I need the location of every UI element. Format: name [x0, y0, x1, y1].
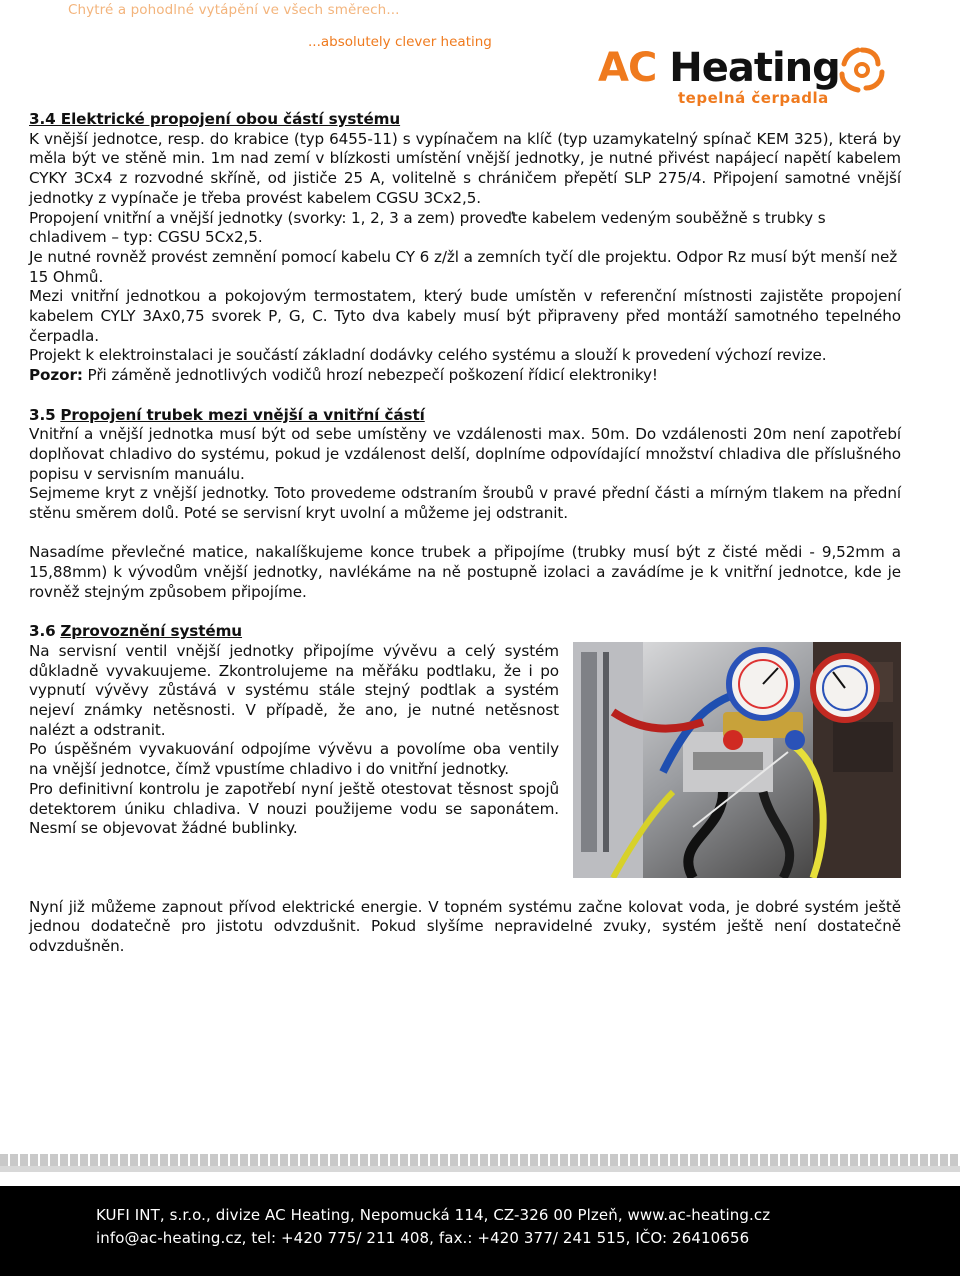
- section-3-4-paragraph-2: Propojení vnitřní a vnější jednotky (svorky: 1, 2, 3 a zem) proveďte kabelem vedeným souběžně s trubky s chladivem – typ: CGSU 5Cx2,5.: [29, 208, 826, 247]
- tagline-en: ...absolutely clever heating: [308, 34, 492, 50]
- section-3-4-warning: [29, 366, 901, 386]
- section-3-4-heading: 3.4 Elektrické propojení obou částí systému: [29, 110, 401, 128]
- section-3-6-text-column: [29, 642, 559, 839]
- footer-bar: [0, 1186, 960, 1276]
- warning-label: Pozor:: [29, 366, 83, 385]
- ac-heating-logo: [598, 44, 898, 114]
- section-3-4-paragraph-4: Mezi vnitřní jednotkou a pokojovým termostatem, který bude umístěn v referenční místnosti zajistěte propojení kabelem CYLY 3Ax0,75 svorek P, G, C. Tyto dva kabely musí být připraveny před montáží samotného tepelného čerpadla.: [29, 287, 901, 345]
- logo-swirl-icon: [838, 46, 886, 94]
- section-3-6-paragraph-1: Na servisní ventil vnější jednotky připojíme vývěvu a celý systém důkladně vyvakuujeme. Zkontrolujeme na měřáku podtlaku, že i po vypnutí vývěvy zůstává v systému stále stejný podtlak a systém nejeví známky netěsnosti. V případě, že ano, je nutné netěsnost nalézt a odstranit.: [29, 641, 559, 739]
- section-3-5-paragraph-3: Nasadíme převlečné matice, nakalíškujeme konce trubek a připojíme (trubky musí být z čisté mědi - 9,52mm a 15,88mm) k vývodům vnější jednotky, navlékáme na ně postupně izolaci a zavádíme je k vnitřní jednotce, kde je rovněž stejným způsobem připojíme.: [29, 543, 901, 601]
- section-3-5-title: Propojení trubek mezi vnější a vnitřní částí: [60, 405, 425, 424]
- section-3-6-paragraph-2: Po úspěšném vyvakuování odpojíme vývěvu a povolíme oba ventily na vnější jednotce, čímž vpustíme chladivo i do vnitřní jednotky.: [29, 740, 559, 779]
- logo-heating: Heating: [669, 45, 840, 91]
- manifold-gauge-photo: [573, 642, 901, 878]
- document-body: [29, 110, 901, 957]
- warning-text: Při záměně jednotlivých vodičů hrozí nebezpečí poškození řídicí elektroniky!: [82, 366, 658, 385]
- section-3-4-paragraph-3: Je nutné rovněž provést zemnění pomocí kabelu CY 6 z/žl a zemních tyčí dle projektu. Odpor Rz musí být menší než 15 Ohmů.: [29, 247, 898, 286]
- footer-contacts: info@ac-heating.cz, tel: +420 775/ 211 408, fax.: +420 377/ 241 515, IČO: 26410656: [96, 1229, 750, 1247]
- section-3-4-paragraph-1: K vnější jednotce, resp. do krabice (typ 6455-11) s vypínačem na klíč (typ uzamykatelný spínač KEM 325), která by měla být ve stěně min. 1m nad zemí v blízkosti umístění vnější jednotky, je nutné přivést napájecí napětí kabelem CYKY 3Cx4 z rozvodné skříně, od jističe 25 A, volitelně s chráničem přepětí SLP 275/4. Připojení samotné vnější jednotky z vypínače je třeba provést kabelem CGSU 3Cx2,5.: [29, 129, 901, 207]
- manifold-gauge-illustration: [573, 642, 901, 878]
- section-3-4-paragraph-5: Projekt k elektroinstalaci je součástí základní dodávky celého systému a slouží k provedení výchozí revize.: [29, 346, 827, 365]
- section-3-6-heading: [29, 622, 901, 642]
- section-3-5-paragraph-1: Vnitřní a vnější jednotka musí být od sebe umístěny ve vzdálenosti max. 50m. Do vzdálenosti 20m není zapotřebí doplňovat chladivo do systému, pokud je vzdálenost delší, doplníme odpovídající množství chladiva dle příslušného popisu v servisním manuálu.: [29, 425, 901, 483]
- section-3-6-title: Zprovoznění systému: [60, 622, 243, 641]
- footer-address: KUFI INT, s.r.o., divize AC Heating, Nepomucká 114, CZ-326 00 Plzeň, www.ac-heating.cz: [96, 1206, 771, 1224]
- section-3-5-number: 3.5: [29, 405, 56, 424]
- footer-dotted-rule: [0, 1154, 960, 1166]
- logo-subtitle: tepelná čerpadla: [678, 89, 829, 107]
- section-3-6-paragraph-4: Nyní již můžeme zapnout přívod elektrické energie. V topném systému začne kolovat voda, je dobré systém ještě jednou dodatečně pro jistotu odvzdušnit. Pokud slyšíme nepravidelné zvuky, systém ještě není dostatečně odvzdušněn.: [29, 897, 901, 956]
- section-3-5-heading: [29, 406, 901, 426]
- section-3-6-paragraph-3: Pro definitivní kontrolu je zapotřebí nyní ještě otestovat těsnost spojů detektorem úniku chladiva. V nouzi použijeme vodu se saponátem. Nesmí se objevovat žádné bublinky.: [29, 779, 559, 838]
- logo-ac: AC: [598, 45, 657, 91]
- logo-wordmark: [598, 44, 840, 92]
- section-3-6-number: 3.6: [29, 622, 56, 641]
- tagline-cz: Chytré a pohodlné vytápění ve všech směrech...: [68, 2, 400, 18]
- footer-rule: [0, 1166, 960, 1172]
- section-3-6-block: [29, 642, 901, 878]
- section-3-5-paragraph-2: Sejmeme kryt z vnější jednotky. Toto provedeme odstraním šroubů v pravé přední části a mírným tlakem na přední stěnu směrem dolů. Poté se servisní kryt uvolní a můžeme jej odstranit.: [29, 484, 901, 523]
